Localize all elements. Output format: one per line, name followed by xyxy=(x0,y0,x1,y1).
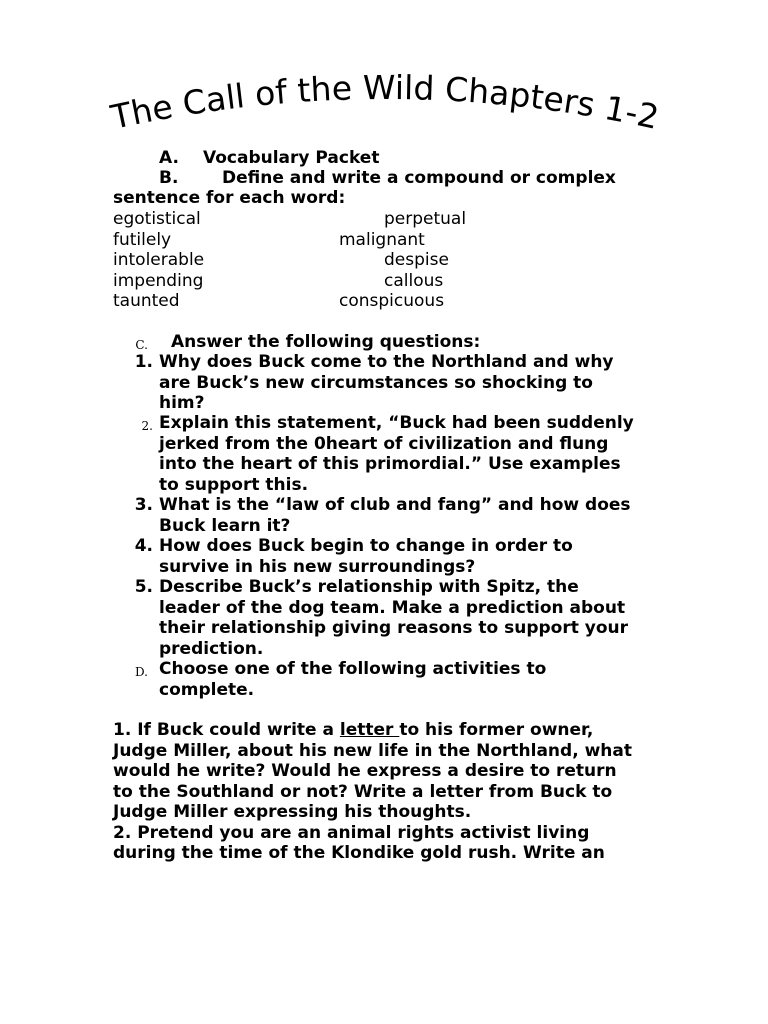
activity-1-line: to the Southland or not? Write a letter from Buck to xyxy=(113,782,613,802)
activity-2-line: during the time of the Klondike gold rush. Write an xyxy=(113,843,605,863)
question-number: 4. xyxy=(134,536,153,556)
letter-link[interactable]: letter xyxy=(339,720,400,740)
question-number: 1. xyxy=(134,352,153,372)
vocab-word: malignant xyxy=(339,230,425,250)
question-line: prediction. xyxy=(159,639,264,659)
question-line: him? xyxy=(159,393,205,413)
vocab-word: egotistical xyxy=(113,209,201,229)
vocab-word: callous xyxy=(384,271,444,291)
question-line: their relationship giving reasons to support your xyxy=(159,618,629,638)
vocab-word: futilely xyxy=(113,230,172,250)
activity-1-line: Judge Miller expressing his thoughts. xyxy=(113,802,472,822)
activity-1-prefix: 1. If Buck could write a xyxy=(113,720,340,740)
activity-1-first-line xyxy=(113,720,593,741)
section-a-label: Vocabulary Packet xyxy=(203,148,380,168)
vocab-word: impending xyxy=(113,271,204,291)
question-line: survive in his new surroundings? xyxy=(159,557,476,577)
vocab-word: perpetual xyxy=(384,209,467,229)
section-d-line: complete. xyxy=(159,680,255,700)
question-line: are Buck’s new circumstances so shocking to xyxy=(159,373,593,393)
vocab-word: conspicuous xyxy=(339,291,445,311)
question-number: 3. xyxy=(134,495,153,515)
activity-1-suffix: to his former owner, xyxy=(399,720,594,740)
section-d-marker: D. xyxy=(134,665,148,679)
question-line: Explain this statement, “Buck had been suddenly xyxy=(159,413,634,433)
question-line: to support this. xyxy=(159,475,309,495)
vocab-word: despise xyxy=(384,250,449,270)
question-number: 5. xyxy=(134,577,153,597)
question-line: leader of the dog team. Make a prediction about xyxy=(159,598,626,618)
question-line: How does Buck begin to change in order to xyxy=(159,536,573,556)
vocab-word: taunted xyxy=(113,291,180,311)
activity-1-line: Judge Miller, about his new life in the Northland, what xyxy=(113,741,632,761)
question-line: into the heart of this primordial.” Use examples xyxy=(159,454,621,474)
activity-1-line: would he write? Would he express a desire to return xyxy=(113,761,617,781)
section-a-marker: A. xyxy=(159,148,179,168)
page-title xyxy=(90,58,680,158)
question-line: What is the “law of club and fang” and how does xyxy=(159,495,631,515)
question-line: jerked from the 0heart of civilization and flung xyxy=(159,434,609,454)
vocab-word: intolerable xyxy=(113,250,205,270)
title-text: The Call of the Wild Chapters 1-2 xyxy=(107,67,663,137)
question-number: 2. xyxy=(141,419,153,433)
section-d-line: Choose one of the following activities to xyxy=(159,659,547,679)
question-line: Describe Buck’s relationship with Spitz, the xyxy=(159,577,579,597)
section-b-marker: B. xyxy=(159,168,179,188)
question-line: Buck learn it? xyxy=(159,516,291,536)
section-c-marker: C. xyxy=(135,338,148,352)
question-line: Why does Buck come to the Northland and why xyxy=(159,352,614,372)
activity-2-line: 2. Pretend you are an animal rights activist living xyxy=(113,823,590,843)
section-b-label-cont: sentence for each word: xyxy=(113,188,346,208)
section-c-label: Answer the following questions: xyxy=(171,332,481,352)
section-b-label: Define and write a compound or complex xyxy=(222,168,616,188)
